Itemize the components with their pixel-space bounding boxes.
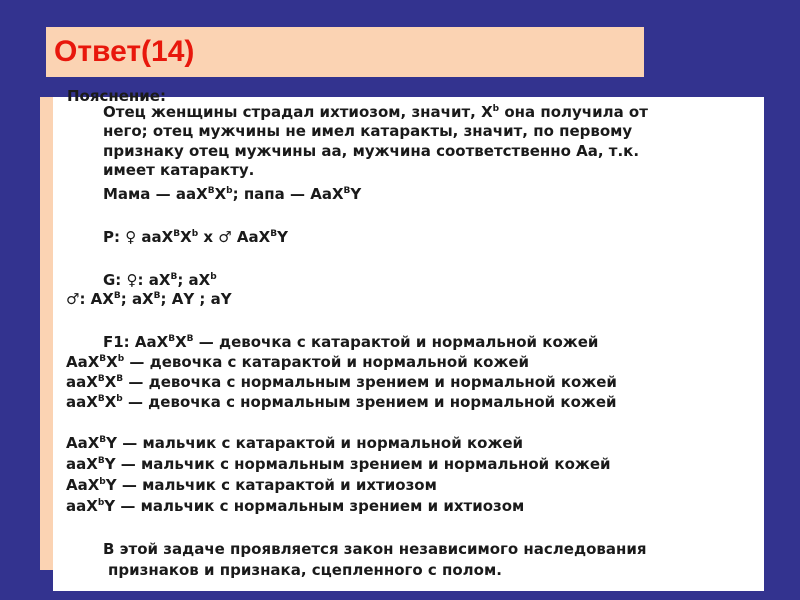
f1-girl-row: $АаХ^ВХ^b$ — девочка с катарактой и нормальной кожей [66, 353, 530, 371]
answer-panel [53, 87, 764, 591]
f1-boy-row: АаХ$^b$Y — мальчик с катарактой и ихтиозом [66, 476, 437, 494]
parents-genotypes: Мама — $ааХ^ВХ^b$; папа — АаХ$^В$Y [103, 185, 362, 203]
conclusion-line-2: признаков и признака, сцепленного с полом. [108, 561, 502, 579]
f1-girl-row: $ааХ^ВХ^В$ — девочка с нормальным зрением и нормальной кожей [66, 373, 617, 391]
p-cross: Р: ♀ $ааХ^ВХ^b$ х ♂ АаХ$^В$Y [103, 228, 288, 246]
explanation-line-1: Отец женщины страдал ихтиозом, значит, $Х^b$ она получила от [103, 103, 648, 121]
f1-boy-row: ааХ$^b$Y — мальчик с нормальным зрением и ихтиозом [66, 497, 525, 515]
panel-accent [40, 97, 54, 570]
explanation-line-3: признаку отец мужчины аа, мужчина соответственно Аа, т.к. [103, 142, 640, 160]
gametes-male: ♂: $АХ^В$; $аХ^В$; АY ; аY [66, 290, 232, 308]
explanation-line-2: него; отец мужчины не имел катаракты, значит, по первому [103, 122, 633, 140]
f1-girl-row: $ааХ^ВХ^b$ — девочка с нормальным зрением и нормальной кожей [66, 393, 617, 411]
f1-boy-row: АаХ$^В$Y — мальчик с катарактой и нормальной кожей [66, 434, 524, 452]
slide-title: Ответ(14) [54, 35, 195, 68]
title-bar [46, 27, 644, 77]
conclusion-line-1: В этой задаче проявляется закон независимого наследования [103, 540, 647, 558]
f1-girl-row: F1: $АаХ^ВХ^В$ — девочка с катарактой и нормальной кожей [103, 333, 599, 351]
gametes-female: G: ♀: $аХ^В$; $аХ^b$ [103, 271, 217, 289]
f1-boy-row: ааХ$^В$Y — мальчик с нормальным зрением и нормальной кожей [66, 455, 611, 473]
explanation-heading: Пояснение: [67, 87, 166, 105]
explanation-line-4: имеет катаракту. [103, 161, 255, 179]
